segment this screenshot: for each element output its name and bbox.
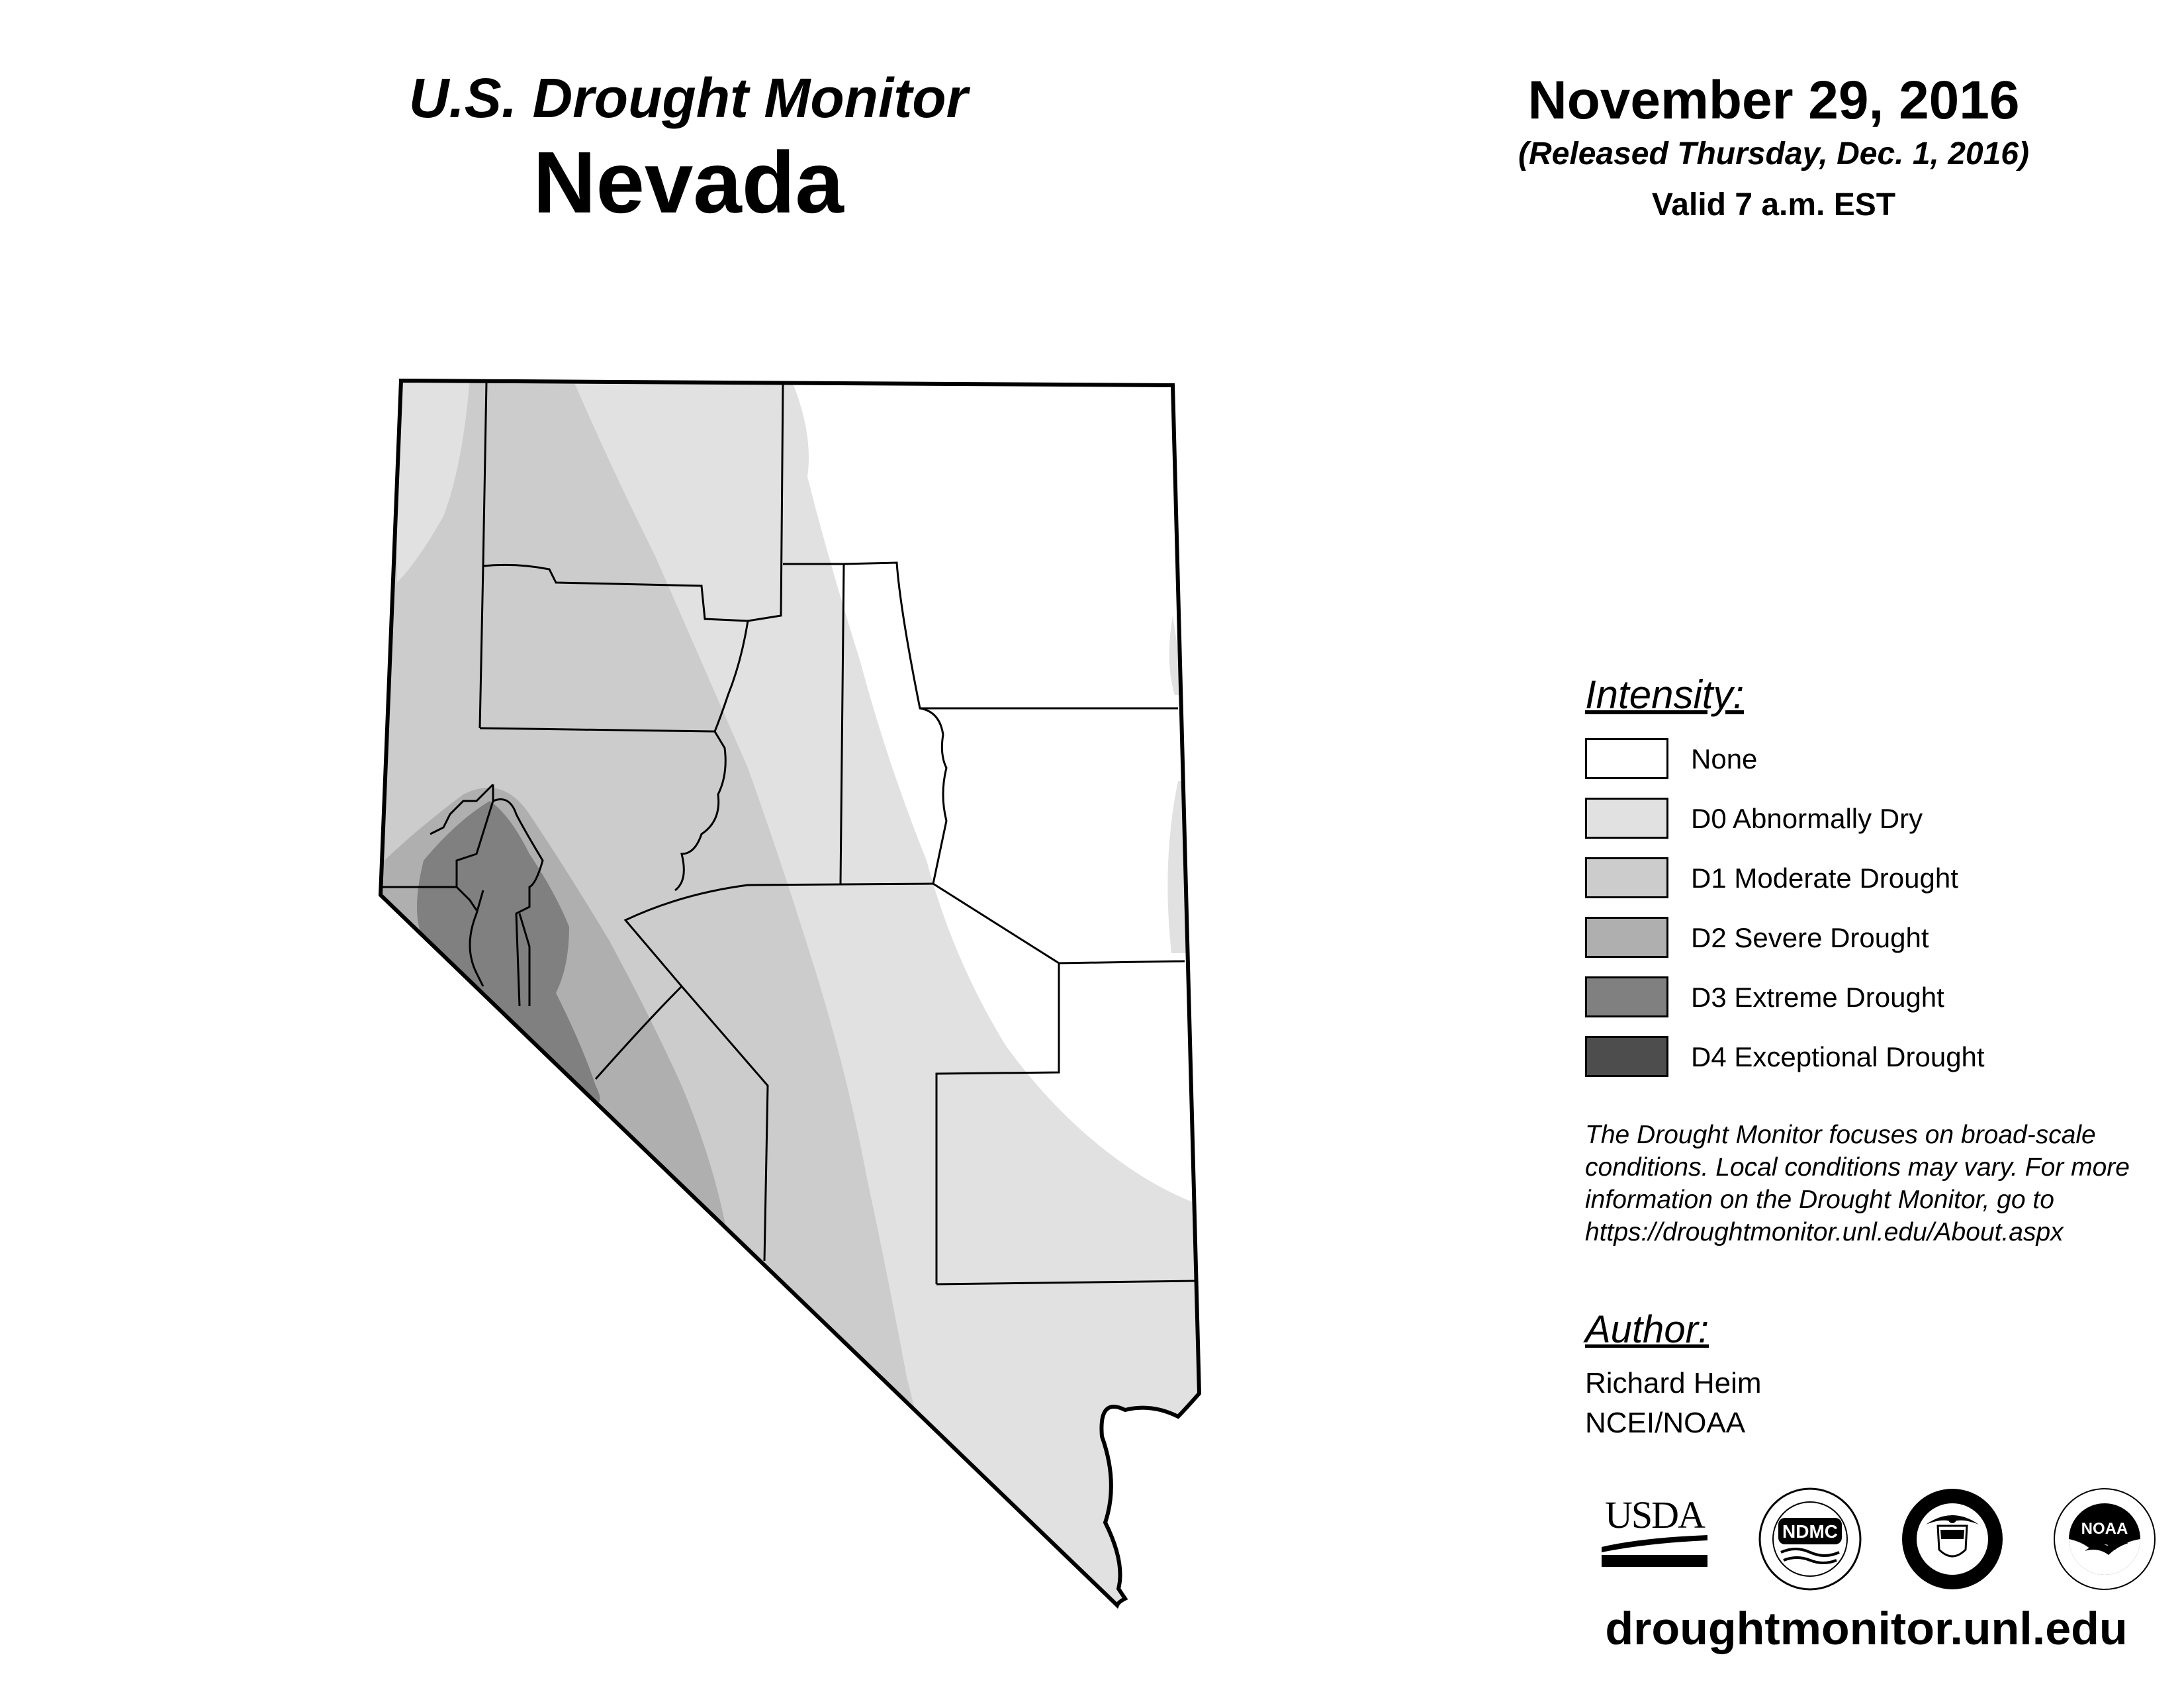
legend-label: D4 Exceptional Drought [1691,1041,1985,1072]
legend-swatch-d4 [1585,1036,1668,1077]
usda-logo-swoosh [1602,1532,1707,1567]
noaa-logo-text: NOAA [2081,1520,2128,1538]
legend-swatch-d1 [1585,857,1668,898]
usda-logo [1602,1493,1707,1567]
legend-swatch-d3 [1585,976,1668,1017]
legend-label: D2 Severe Drought [1691,922,1929,953]
noaa-logo [2052,1486,2158,1592]
disclaimer-note: The Drought Monitor focuses on broad-scale conditions. Local conditions may vary. For more information on the Drought Monitor, go to https://droughtmonitor.unl.edu/About.aspx [1585,1121,2130,1246]
commerce-seal [1899,1486,2005,1592]
map-date: November 29, 2016 [1527,70,2020,130]
author-name: Richard Heim [1585,1367,1762,1399]
legend-item-d2 [1585,917,2154,961]
legend-label: D0 Abnormally Dry [1691,803,1923,834]
legend-item-d4 [1585,1036,2154,1080]
release-date: (Released Thursday, Dec. 1, 2016) [1518,136,2029,171]
map-title: U.S. Drought Monitor [408,67,968,129]
ndmc-logo-text: NDMC [1782,1521,1838,1542]
legend-heading: Intensity: [1585,673,1745,717]
legend-item-d3 [1585,976,2154,1020]
state-name: Nevada [533,134,844,231]
legend-swatch-d2 [1585,917,1668,958]
legend-label: D3 Extreme Drought [1691,982,1944,1013]
ndmc-logo [1757,1486,1863,1592]
legend-item-d1 [1585,857,2154,901]
usda-logo-text: USDA [1605,1493,1704,1536]
website-url[interactable]: droughtmonitor.unl.edu [1605,1603,2128,1654]
valid-time: Valid 7 a.m. EST [1651,187,1896,222]
legend-label: D1 Moderate Drought [1691,863,1958,894]
legend-item-d0 [1585,798,2154,841]
legend-swatch-d0 [1585,798,1668,839]
author-heading: Author: [1585,1308,1709,1351]
legend-item-none [1585,738,2154,782]
legend-swatch-none [1585,738,1668,779]
author-org: NCEI/NOAA [1585,1407,1746,1439]
legend-label: None [1691,743,1758,774]
